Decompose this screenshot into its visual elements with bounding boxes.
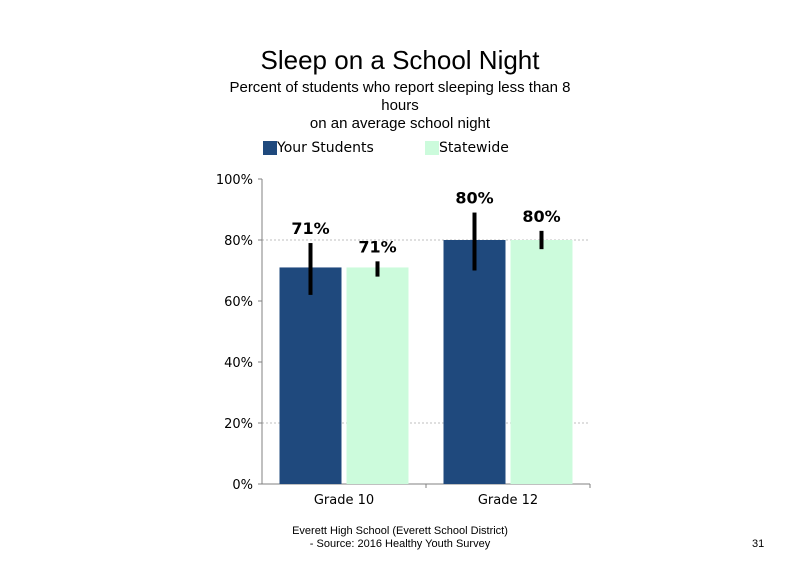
subtitle-line-2: hours bbox=[381, 97, 419, 114]
footer-school: Everett High School (Everett School District) bbox=[292, 525, 508, 537]
chart-title: Sleep on a School Night bbox=[260, 45, 540, 75]
y-tick-label: 40% bbox=[224, 356, 253, 371]
data-label: 80% bbox=[522, 206, 561, 226]
footer-source-line: - Source: 2016 Healthy Youth Survey bbox=[309, 538, 491, 550]
legend-label-your-students: Your Students bbox=[277, 140, 374, 156]
y-tick-label: 20% bbox=[224, 417, 253, 432]
bar-statewide bbox=[511, 240, 573, 484]
bar-your-students bbox=[280, 267, 342, 484]
subtitle-line-3: on an average school night bbox=[309, 115, 491, 132]
data-label: 71% bbox=[358, 237, 397, 257]
bar-your-students bbox=[444, 240, 506, 484]
y-tick-label: 80% bbox=[224, 234, 253, 249]
x-tick-label: Grade 12 bbox=[477, 493, 539, 508]
subtitle-line-1: Percent of students who report sleeping less than 8 bbox=[229, 79, 571, 96]
page-number: 31 bbox=[752, 538, 765, 550]
y-tick-label: 0% bbox=[232, 478, 253, 493]
data-label: 71% bbox=[291, 219, 330, 239]
x-tick-label: Grade 10 bbox=[313, 493, 375, 508]
y-tick-label: 100% bbox=[215, 173, 253, 188]
bar-statewide bbox=[347, 267, 409, 484]
footer-source bbox=[230, 525, 570, 551]
data-label: 80% bbox=[455, 188, 494, 208]
legend-label-statewide: Statewide bbox=[439, 140, 509, 156]
y-tick-label: 60% bbox=[224, 295, 253, 310]
